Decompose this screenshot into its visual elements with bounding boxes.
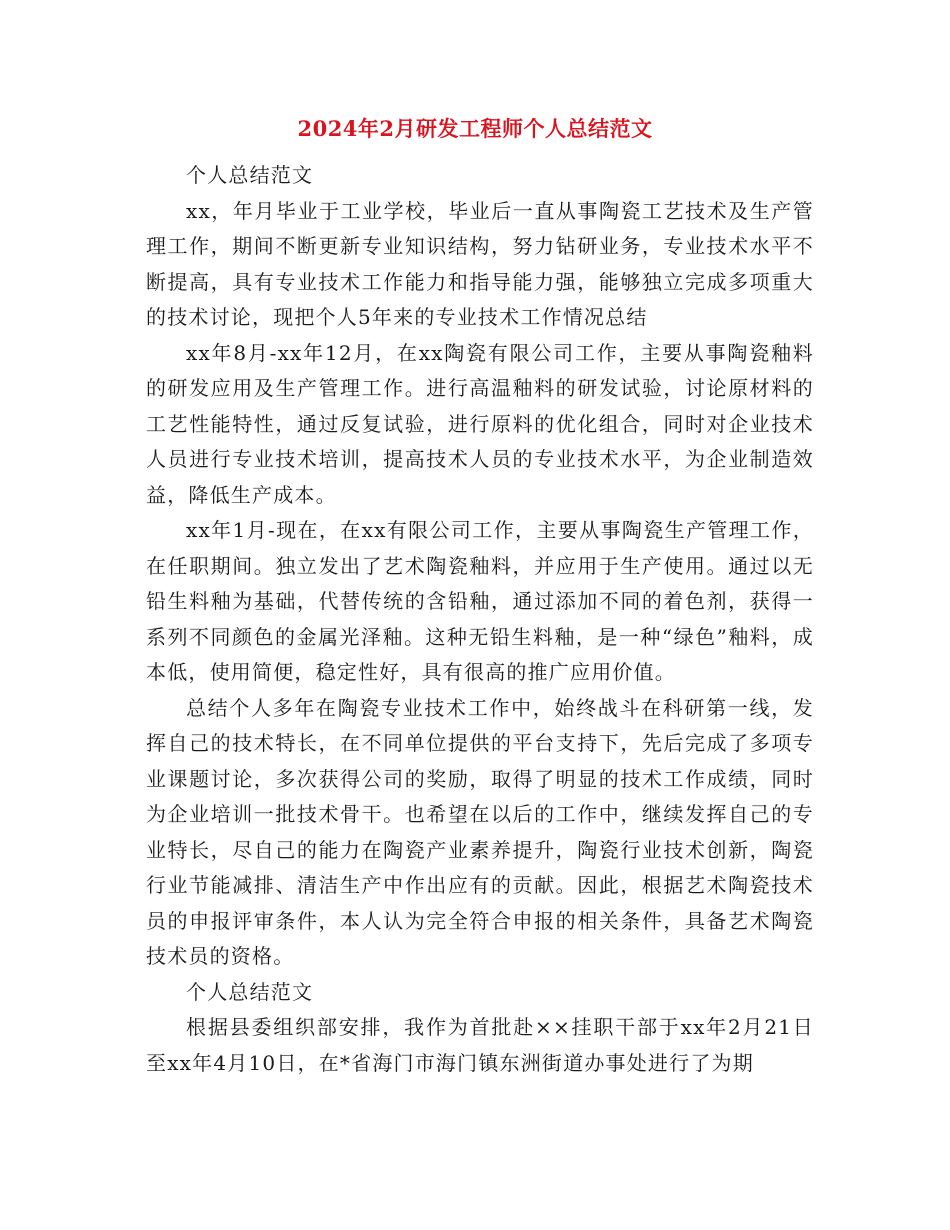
paragraph-summary: 总结个人多年在陶瓷专业技术工作中，始终战斗在科研第一线，发挥自己的技术特长，在不同单位提供的平台支持下，先后完成了多项专业课题讨论，多次获得公司的奖励，取得了明显的技术工作成绩，同时为企业培训一批技术骨干。也希望在以后的工作中，继续发挥自己的专业特长，尽自己的能力在陶瓷产业素养提升，陶瓷行业技术创新，陶瓷行业节能减排、清洁生产中作出应有的贡献。因此，根据艺术陶瓷技术员的申报评审条件，本人认为完全符合申报的相关条件，具备艺术陶瓷技术员的资格。 [146,695,814,968]
paragraph-intro: xx，年月毕业于工业学校，毕业后一直从事陶瓷工艺技术及生产管理工作，期间不断更新专业知识结构，努力钻研业务，专业技术水平不断提高，具有专业技术工作能力和指导能力强，能够独立完成多项重大的技术讨论，现把个人5年来的专业技术工作情况总结 [146,198,814,329]
paragraph-second-intro: 根据县委组织部安排，我作为首批赴××挂职干部于xx年2月21日至xx年4月10日，在*省海门市海门镇东洲街道办事处进行了为期 [146,1015,814,1075]
section-heading-2: 个人总结范文 [186,979,314,1004]
paragraph-current-job: xx年1月-现在，在xx有限公司工作，主要从事陶瓷生产管理工作，在任职期间。独立发出了艺术陶瓷釉料，并应用于生产使用。通过以无铅生料釉为基础，代替传统的含铅釉，通过添加不同的着色剂，获得一系列不同颜色的金属光泽釉。这种无铅生料釉，是一种“绿色”釉料，成本低，使用简便，稳定性好，具有很高的推广应用价值。 [146,518,814,684]
paragraph-first-job: xx年8月-xx年12月，在xx陶瓷有限公司工作，主要从事陶瓷釉料的研发应用及生产管理工作。进行高温釉料的研发试验，讨论原材料的工艺性能特性，通过反复试验，进行原料的优化组合，同时对企业技术人员进行专业技术培训，提高技术人员的专业技术水平，为企业制造效益，降低生产成本。 [146,340,814,507]
document-body [146,158,814,1081]
section-heading-1: 个人总结范文 [186,163,314,187]
document-title: 2024年2月研发工程师个人总结范文 [297,116,653,141]
